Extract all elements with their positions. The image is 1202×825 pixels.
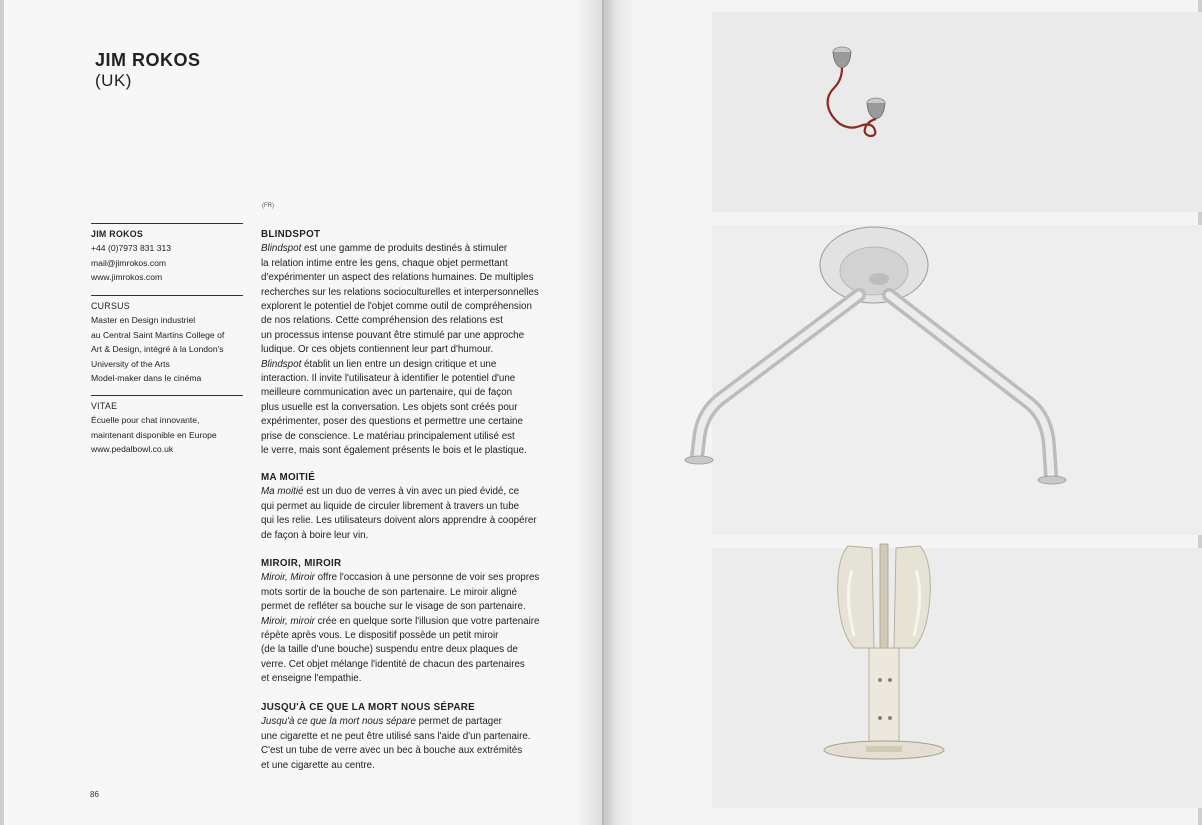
section-body [261, 715, 591, 773]
vitae-line: maintenant disponible en Europe [91, 429, 217, 440]
body-text: meilleure communication avec un partenaire, qui de façon [261, 387, 513, 399]
body-text: explorent le potentiel de l'objet comme outil de compréhension [261, 301, 532, 313]
body-line [261, 242, 591, 256]
body-text: (de la taille d'une bouche) suspendu entre deux plaques de [261, 644, 518, 656]
contact-email: mail@jimrokos.com [91, 257, 167, 268]
body-line [261, 500, 591, 514]
section-body [261, 242, 591, 458]
body-text: C'est un tube de verre avec un bec à bouche aux extrémités [261, 745, 523, 757]
page-number: 86 [90, 790, 99, 799]
body-text: expérimenter, poser des questions et permettre une certaine [261, 416, 523, 428]
body-line [261, 430, 591, 444]
italic-title: Jusqu'à ce que la mort nous sépare [261, 716, 416, 728]
language-tag: (FR) [262, 203, 274, 209]
italic-title: Miroir, Miroir [261, 572, 315, 584]
body-text: plus usuelle est la conversation. Les objets sont créés pour [261, 401, 518, 413]
body-line [261, 600, 591, 614]
body-line [261, 257, 591, 271]
body-line [261, 372, 591, 386]
body-text: ludique. Or ces objets contiennent leur part d'humour. [261, 344, 494, 356]
body-line [261, 715, 591, 729]
body-text: de nos relations. Cette compréhension des relations est [261, 315, 503, 327]
body-line [261, 343, 591, 357]
body-text: qui permet au liquide de circuler librement à travers un tube [261, 500, 520, 512]
divider [91, 295, 243, 296]
italic-title: Ma moitié [261, 486, 304, 498]
section-miroir [261, 557, 591, 687]
vitae-line: www.pedalbowl.co.uk [91, 444, 174, 455]
italic-title: Blindspot [261, 358, 302, 370]
body-line [261, 444, 591, 458]
contact-website: www.jimrokos.com [91, 272, 163, 283]
vitae-heading: VITAE [91, 401, 118, 411]
body-text: est un duo de verres à vin avec un pied évidé, ce [303, 486, 520, 498]
body-text: un processus intense pouvant être stimulé par une approche [261, 329, 525, 341]
author-name: JIM ROKOS [95, 50, 201, 70]
body-line [261, 629, 591, 643]
cursus-block [91, 295, 243, 385]
mirror-stand-image [814, 540, 954, 770]
body-line [261, 615, 591, 629]
body-text: permet de partager [415, 716, 502, 728]
body-line [261, 586, 591, 600]
glass-yoke-image [679, 225, 1069, 500]
body-text: recherches sur les relations socioculturelles et interpersonnelles [261, 286, 539, 298]
body-line [261, 658, 591, 672]
cursus-line: Model-maker dans le cinéma [91, 373, 202, 384]
body-line [261, 286, 591, 300]
body-text: prise de conscience. Le matériau principalement utilisé est [261, 430, 515, 442]
body-line [261, 730, 591, 744]
wine-glasses-image [804, 40, 894, 140]
cursus-line: University of the Arts [91, 358, 170, 369]
cursus-line: Master en Design industriel [91, 315, 196, 326]
body-line [261, 271, 591, 285]
body-text: de façon à boire leur vin. [261, 529, 369, 541]
body-text: permet de refléter sa bouche sur le visage de son partenaire. [261, 601, 526, 613]
cursus-heading: CURSUS [91, 301, 130, 311]
body-line [261, 672, 591, 686]
section-title: MA MOITIÉ [261, 472, 316, 483]
body-line [261, 386, 591, 400]
vitae-block [91, 395, 243, 457]
body-text: répète après vous. Le dispositif possède un petit miroir [261, 630, 499, 642]
body-text: d'expérimenter un aspect des relations humaines. De multiples [261, 272, 534, 284]
body-text: la relation intime entre les gens, chaque objet permettant [261, 257, 508, 269]
body-text: interaction. Il invite l'utilisateur à identifier le potentiel d'une [261, 373, 516, 385]
body-text: mots sortir de la bouche de son partenaire. Le miroir aligné [261, 586, 517, 598]
body-text: est une gamme de produits destinés à stimuler [301, 243, 508, 255]
body-line [261, 358, 591, 372]
body-text: verre. Cet objet mélange l'identité de chacun des partenaires [261, 658, 525, 670]
body-line [261, 514, 591, 528]
body-text: qui les relie. Les utilisateurs doivent alors apprendre à coopérer [261, 515, 537, 527]
section-title: BLINDSPOT [261, 229, 321, 240]
body-text: crée en quelque sorte l'illusion que votre partenaire [314, 615, 540, 627]
italic-title: Miroir, miroir [261, 615, 315, 627]
body-line [261, 643, 591, 657]
section-body [261, 485, 591, 543]
vitae-line: Écuelle pour chat innovante, [91, 415, 200, 426]
cursus-line: Art & Design, intégré à la London's [91, 344, 224, 355]
contact-heading: JIM ROKOS [91, 229, 144, 239]
divider [91, 223, 243, 224]
contact-phone: +44 (0)7973 831 313 [91, 243, 172, 254]
body-line [261, 415, 591, 429]
body-line [261, 529, 591, 543]
body-line [261, 485, 591, 499]
body-text: et enseigne l'empathie. [261, 673, 362, 685]
body-line [261, 401, 591, 415]
section-jusqua [261, 701, 591, 773]
cursus-line: au Central Saint Martins College of [91, 329, 225, 340]
italic-title: Blindspot [261, 243, 302, 255]
section-ma-moitie [261, 471, 591, 543]
section-body [261, 571, 591, 686]
body-line [261, 314, 591, 328]
photo-background [712, 548, 1202, 808]
body-line [261, 300, 591, 314]
body-line [261, 744, 591, 758]
divider [91, 395, 243, 396]
author-country: (UK) [95, 71, 132, 90]
body-text: et une cigarette au centre. [261, 759, 375, 771]
contact-block [91, 223, 243, 285]
body-text: établit un lien entre un design critique et une [301, 358, 497, 370]
body-line [261, 329, 591, 343]
body-text: offre l'occasion à une personne de voir ses propres [314, 572, 540, 584]
section-blindspot [261, 228, 591, 459]
body-text: le verre, mais sont également présents le bois et le plastique. [261, 445, 527, 457]
section-title: JUSQU'À CE QUE LA MORT NOUS SÉPARE [261, 702, 475, 713]
body-line [261, 759, 591, 773]
body-line [261, 571, 591, 585]
right-page [604, 0, 1198, 825]
photo-background [712, 12, 1202, 212]
section-title: MIROIR, MIROIR [261, 558, 342, 569]
body-text: une cigarette et ne peut être utilisé sans l'aide d'un partenaire. [261, 730, 531, 742]
